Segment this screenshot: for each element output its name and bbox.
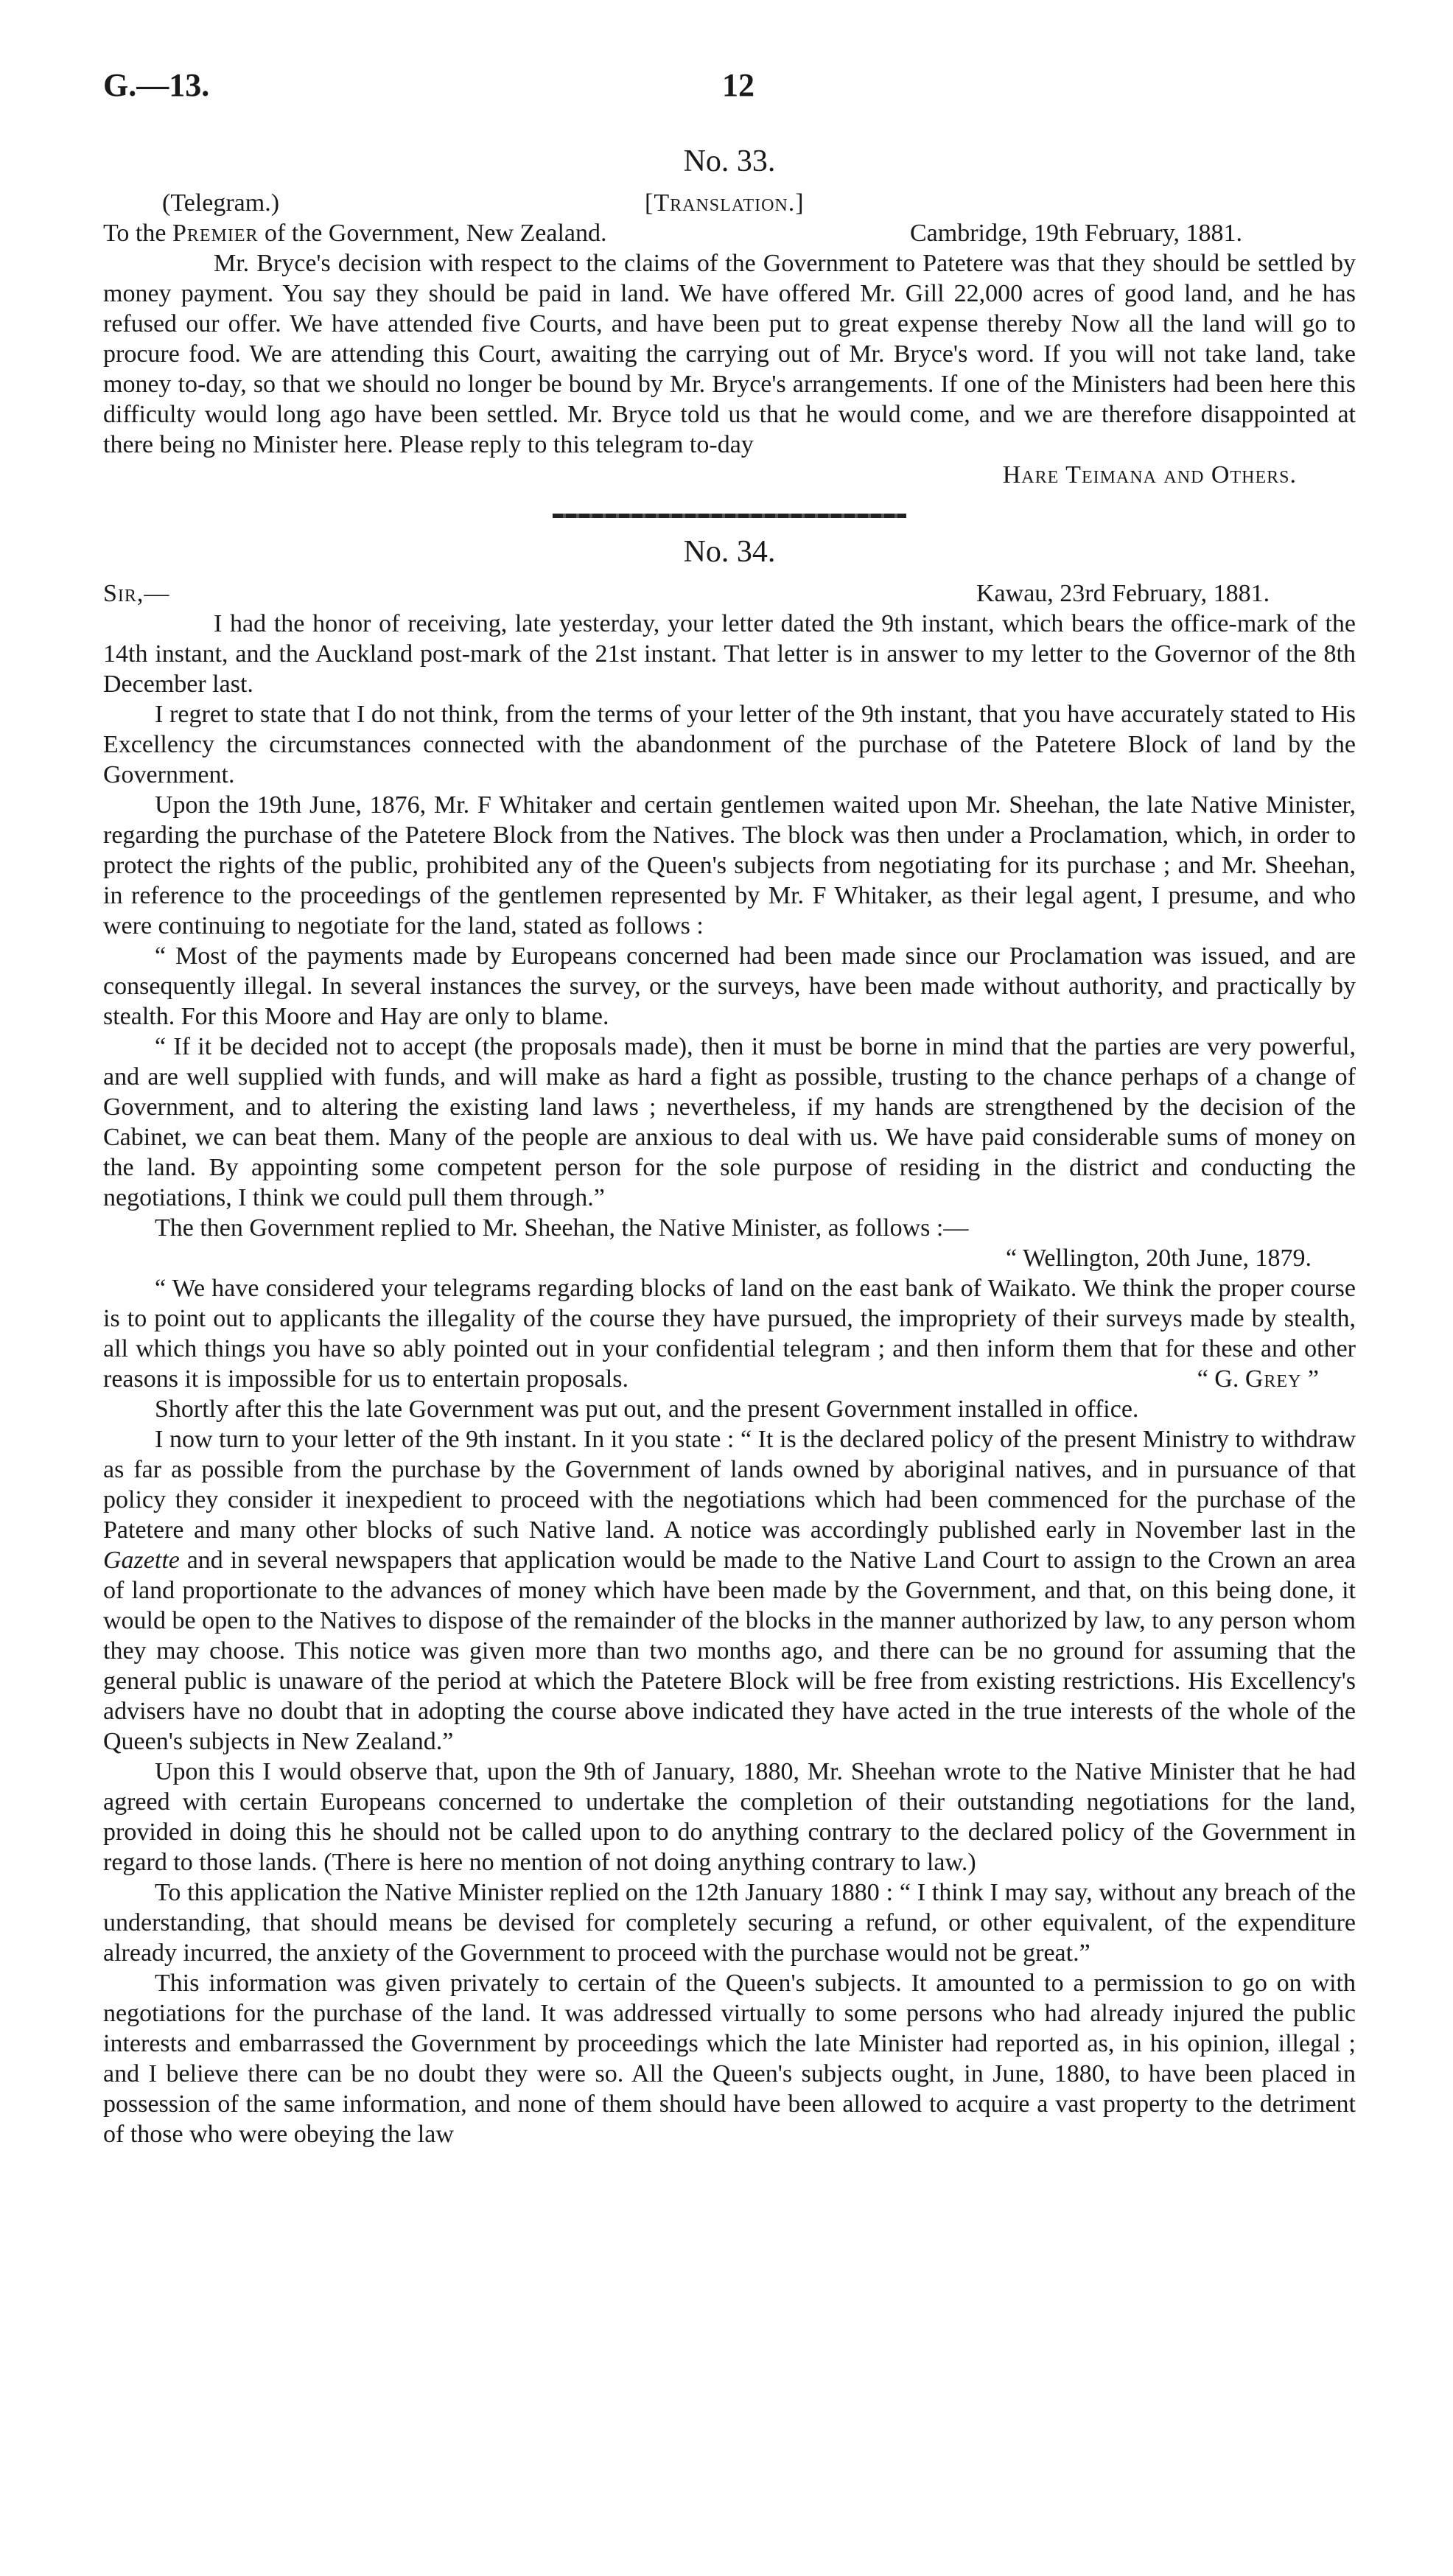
paragraph xyxy=(103,1424,1356,1757)
salutation: Sir,— xyxy=(103,580,170,607)
addressee-title: Premier xyxy=(172,220,259,247)
quote-signature-suffix: ” xyxy=(1301,1365,1319,1393)
page-header xyxy=(103,66,1356,125)
telegram-signature: Hare Teimana and Others. xyxy=(1002,461,1297,489)
quote-place-date: “ Wellington, 20th June, 1879. xyxy=(1006,1245,1312,1272)
place-date: Kawau, 23rd February, 1881. xyxy=(976,580,1270,607)
addressee-row xyxy=(103,218,1356,248)
quoted-paragraph: “ If it be decided not to accept (the proposals made), then it must be borne in mind that the parties are very powerful, and are well supplied with funds, and will make as hard a fight as possible, trusting to the chance perhaps of a change of Government, and to altering the existing land laws ; nevertheless, if my hands are strengthened by the decision of the Cabinet, we can beat them. Many of the people are anxious to deal with us. We have paid considerable sums of money on the land. By appointing some competent person for the sole purpose of residing in the district and conducting the negotiations, I think we could pull them through.” xyxy=(103,1033,1356,1211)
paragraph: This information was given privately to certain of the Queen's subjects. It amounted to a permission to go on with negotiations for the purchase of the land. It was addressed virtually to some persons who had already injured the public interests and embarrassed the Government by proceedings which the late Minister had reported as, in his opinion, illegal ; and I believe there can be no doubt they were so. All the Queen's subjects ought, in June, 1880, to have been placed in possession of the same information, and none of them should have been allowed to acquire a vast property to the detriment of those who were obeying the law xyxy=(103,1970,1356,2148)
paragraph: I had the honor of receiving, late yesterday, your letter dated the 9th instant, which bears the office-mark of the 14th instant, and the Auckland post-mark of the 21st instant. That letter is in answer to my letter to the Governor of the 8th December last. xyxy=(103,610,1356,698)
place-date: Cambridge, 19th February, 1881. xyxy=(910,220,1243,247)
paper-reference: G.—13. xyxy=(103,67,210,103)
addressee-prefix: To the xyxy=(103,220,167,247)
translation-label: [Translation.] xyxy=(645,189,805,217)
quote-signature-prefix: “ G. xyxy=(1197,1365,1239,1393)
paragraph: The then Government replied to Mr. Sheehan, the Native Minister, as follows :— xyxy=(155,1214,969,1242)
salutation-row xyxy=(103,578,1356,609)
section-divider xyxy=(553,514,906,518)
document-body xyxy=(103,144,1356,2149)
section-heading: No. 34. xyxy=(683,535,776,569)
addressee xyxy=(103,218,607,248)
quote-text: “ We have considered your telegrams regarding blocks of land on the east bank of Waikato. We think the proper course is to point out to applicants the illegality of the course they have pursued, the impropriety of their surveys made by stealth, all which things you have so ably pointed out in your confidential telegram ; and then inform them that for these and other reasons it is impossible for us to entertain proposals. xyxy=(103,1275,1356,1393)
paragraph-text: and in several newspapers that application would be made to the Native Land Court to assign to the Crown an area of land proportionate to the advances of money which have been made by the Government, and that, on this being done, it would be open to the Natives to dispose of the remainder of the blocks in the manner authorized by law, to any person whom they may choose. This notice was given more than two months ago, and there can be no ground for assuming that the general public is unaware of the period at which the Patetere Block will be free from existing restrictions. His Excellency's advisers have no doubt that in adopting the course above indicated they have acted in the true interests of the whole of the Queen's subjects in New Zealand.” xyxy=(103,1547,1356,1755)
section-no-33 xyxy=(103,144,1356,490)
paragraph: Upon this I would observe that, upon the 9th of January, 1880, Mr. Sheehan wrote to the Native Minister that he had agreed with certain Europeans concerned to undertake the completion of their outstanding negotiations for the land, provided in doing this he should not be called upon to do anything contrary to the declared policy of the Government in regard to those lands. (There is here no mention of not doing anything contrary to law.) xyxy=(103,1758,1356,1876)
paragraph: To this application the Native Minister replied on the 12th January 1880 : “ I think I may say, without any breach of the understanding, that should means be devised for completely securing a refund, or other equivalent, of the expenditure already incurred, the anxiety of the Government to proceed with the purchase would not be great.” xyxy=(103,1879,1356,1967)
paragraph: I regret to state that I do not think, from the terms of your letter of the 9th instant, that you have accurately stated to His Excellency the circumstances connected with the abandonment of the purchase of the Patetere Block of land by the Government. xyxy=(103,701,1356,788)
paragraph-text: I now turn to your letter of the 9th instant. In it you state : “ It is the declared policy of the present Ministry to withdraw as far as possible from the purchase by the Government of lands owned by aboriginal natives, and in pursuance of that policy they consider it inexpedient to proceed with the negotiations which had been commenced for the purchase of the Patetere and many other blocks of such Native land. A notice was accordingly published early in November last in the xyxy=(103,1426,1356,1544)
paragraph: Upon the 19th June, 1876, Mr. F Whitaker and certain gentlemen waited upon Mr. Sheehan, the late Native Minister, regarding the purchase of the Patetere Block from the Natives. The block was then under a Proclamation, which, in order to protect the rights of the public, prohibited any of the Queen's subjects from negotiating for its purchase ; and Mr. Sheehan, in reference to the proceedings of the gentlemen represented by Mr. F Whitaker, as their legal agent, I presume, and who were continuing to negotiate for the land, stated as follows : xyxy=(103,791,1356,939)
paragraph: Shortly after this the late Government was put out, and the present Government installed in office. xyxy=(155,1396,1139,1423)
telegram-body: Mr. Bryce's decision with respect to the claims of the Government to Patetere was that they should be settled by money payment. You say they should be paid in land. We have offered Mr. Gill 22,000 acres of good land, and he has refused our offer. We have attended five Courts, and have been put to great expense thereby Now all the land will go to procure food. We are attending this Court, awaiting the carrying out of Mr. Bryce's word. If you will not take land, take money to-day, so that we should no longer be bound by Mr. Bryce's arrangements. If one of the Ministers had been here this difficulty would long ago have been settled. Mr. Bryce told us that he would come, and we are therefore disappointed at there being no Minister here. Please reply to this telegram to-day xyxy=(103,250,1356,458)
telegram-label: (Telegram.) xyxy=(162,189,280,217)
addressee-rest: of the Government, New Zealand. xyxy=(265,220,607,247)
quote-signature-name: Grey xyxy=(1244,1365,1302,1393)
telegram-label-row xyxy=(103,188,1356,218)
page-number: 12 xyxy=(722,67,754,103)
section-heading: No. 33. xyxy=(683,144,776,178)
section-no-34 xyxy=(103,534,1356,2149)
quoted-paragraph: “ Most of the payments made by Europeans concerned had been made since our Proclamation was issued, and are consequently illegal. In several instances the survey, or the surveys, have been made without authority, and practically by stealth. For this Moore and Hay are only to blame. xyxy=(103,942,1356,1030)
quoted-paragraph xyxy=(103,1273,1356,1394)
gazette-italic: Gazette xyxy=(103,1547,180,1574)
quote-signature xyxy=(1146,1364,1356,1394)
